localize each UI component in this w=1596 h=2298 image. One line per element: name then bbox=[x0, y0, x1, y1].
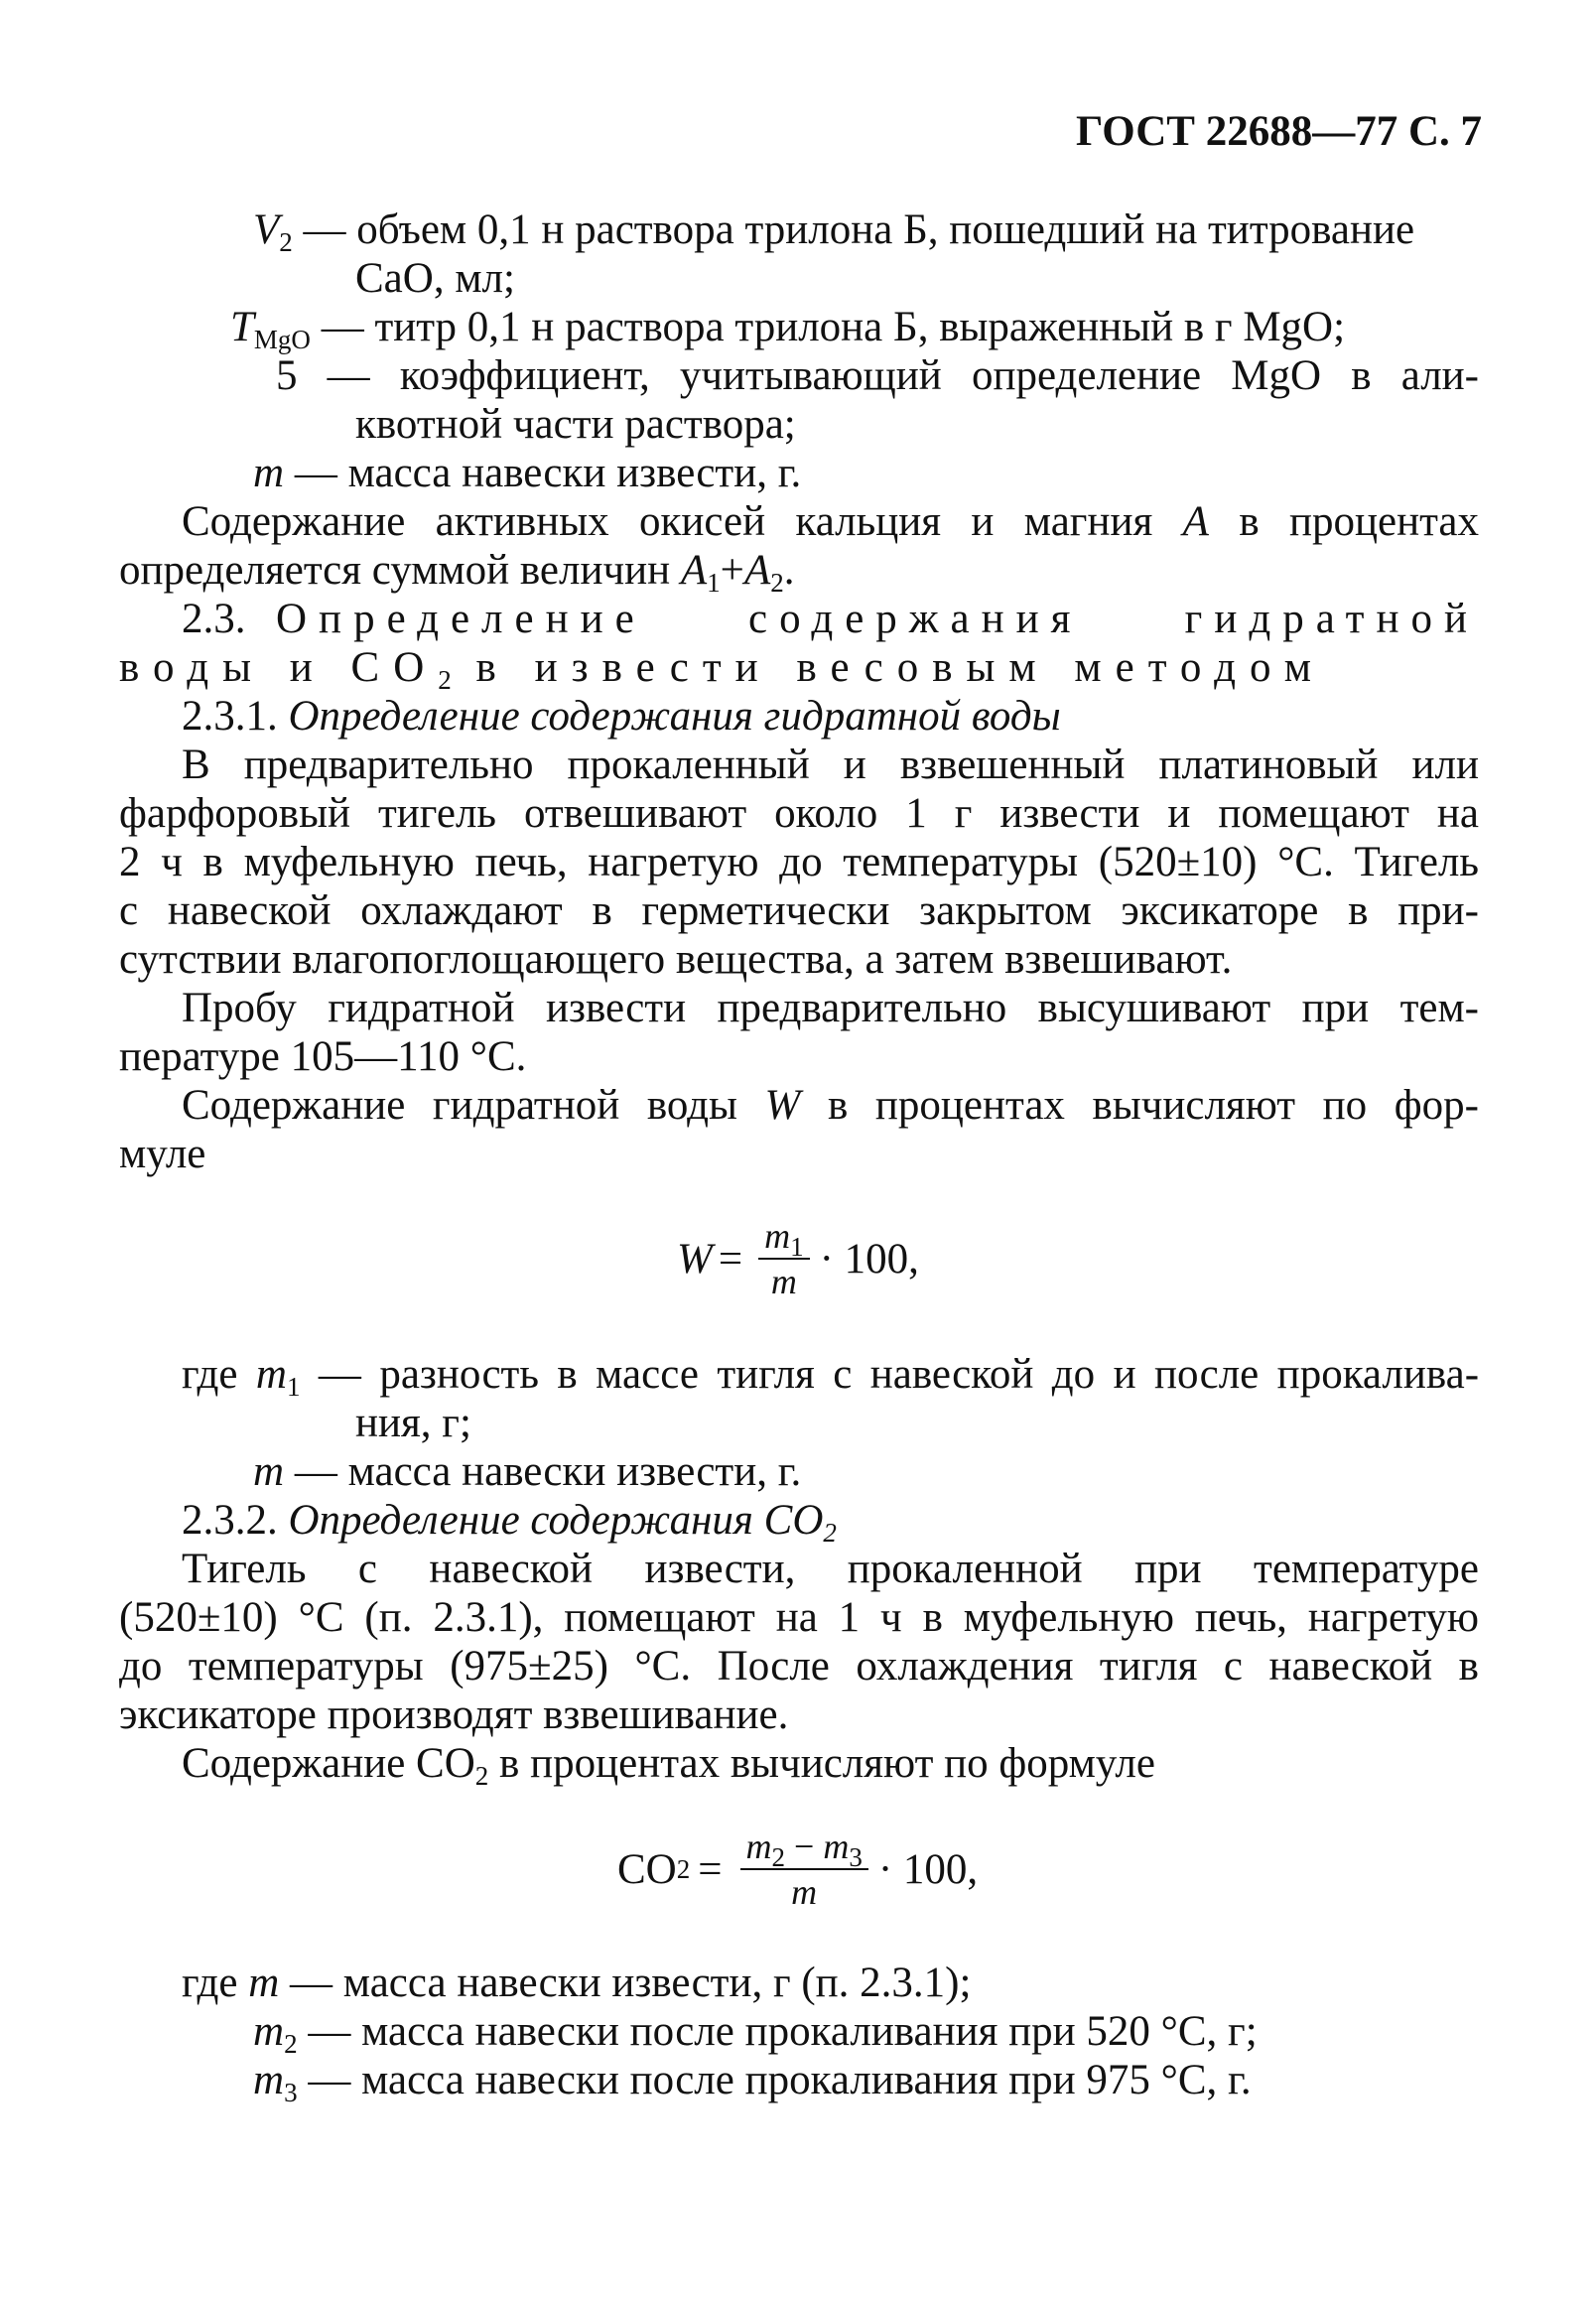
fraction: $\frac{m_1}{m}$ bbox=[758, 1216, 810, 1301]
definition-continuation: ния, г; bbox=[355, 1400, 471, 1446]
paragraph-line: Содержание гидратной воды W в процентах вычисляют по фор- bbox=[182, 1082, 1479, 1129]
definition-continuation: CaO, мл; bbox=[355, 255, 515, 302]
paragraph-line: эксикаторе производят взвешивание. bbox=[119, 1691, 789, 1738]
section-heading: 2.3. Определение содержания гидратной bbox=[182, 596, 1479, 642]
definition-line: где $m_1$ — разность в массе тигля с навеской до и после прокалива- bbox=[182, 1351, 1480, 1402]
paragraph-line: пературе 105—110 °С. bbox=[119, 1033, 527, 1080]
paragraph-line: 2 ч в муфельную печь, нагретую до температуры (520±10) °С. Тигель bbox=[119, 839, 1479, 885]
paragraph-line: муле bbox=[119, 1131, 206, 1177]
definition-line: m — масса навески извести, г. bbox=[253, 450, 802, 496]
subsection-heading: 2.3.1. Определение содержания гидратной воды bbox=[182, 693, 1061, 740]
paragraph-line: Пробу гидратной извести предварительно высушивают при тем- bbox=[182, 985, 1479, 1031]
paragraph-line: фарфоровый тигель отвешивают около 1 г извести и помещают на bbox=[119, 790, 1479, 837]
paragraph-line: с навеской охлаждают в герметически закрытом эксикаторе в при- bbox=[119, 887, 1479, 934]
definition-continuation: квотной части раствора; bbox=[355, 401, 796, 448]
section-heading-line: воды и $CO_2$ в извести весовым методом bbox=[119, 644, 1325, 695]
formula-co2: CO 2 = $\frac{m_2 - m_3}{m}$ · 100, bbox=[617, 1826, 979, 1912]
paragraph-line: до температуры (975±25) °С. После охлаждения тигля с навеской в bbox=[119, 1643, 1479, 1690]
paragraph-line: определяется суммой величин $A_1+A_2$. bbox=[119, 547, 795, 598]
paragraph-line: Тигель с навеской извести, прокаленной при температуре bbox=[182, 1546, 1479, 1592]
paragraph-line: Содержание $CO_2$ в процентах вычисляют по формуле bbox=[182, 1740, 1155, 1791]
definition-line: где m — масса навески извести, г (п. 2.3.1); bbox=[182, 1960, 972, 2006]
paragraph-line: В предварительно прокаленный и взвешенный платиновый или bbox=[182, 742, 1479, 788]
definition-line: m — масса навески извести, г. bbox=[253, 1448, 802, 1495]
definition-line: $m_2$ — масса навески после прокаливания при 520 °С, г; bbox=[253, 2008, 1258, 2059]
paragraph-line: сутствии влагопоглощающего вещества, а затем взвешивают. bbox=[119, 936, 1233, 983]
definition-line: 5 — коэффициент, учитывающий определение MgO в али- bbox=[276, 352, 1479, 399]
fraction: $\frac{m_2 - m_3}{m}$ bbox=[740, 1826, 868, 1912]
subsection-heading: 2.3.2. Определение содержания $CO_2$ bbox=[182, 1497, 837, 1548]
formula-w: W = $\frac{m_1}{m}$ · 100, bbox=[677, 1216, 919, 1301]
definition-line: $T_{MgO}$ — титр 0,1 н раствора трилона Б, выраженный в г MgO; bbox=[230, 304, 1346, 354]
paragraph-line: (520±10) °С (п. 2.3.1), помещают на 1 ч в муфельную печь, нагретую bbox=[119, 1594, 1479, 1641]
definition-line: $V_2$ — объем 0,1 н раствора трилона Б, пошедший на титрование bbox=[253, 206, 1415, 257]
definition-line: $m_3$ — масса навески после прокаливания при 975 °С, г. bbox=[253, 2057, 1252, 2107]
page-header: ГОСТ 22688—77 С. 7 bbox=[1075, 108, 1482, 155]
paragraph-line: Содержание активных окисей кальция и магния A в процентах bbox=[182, 498, 1480, 545]
